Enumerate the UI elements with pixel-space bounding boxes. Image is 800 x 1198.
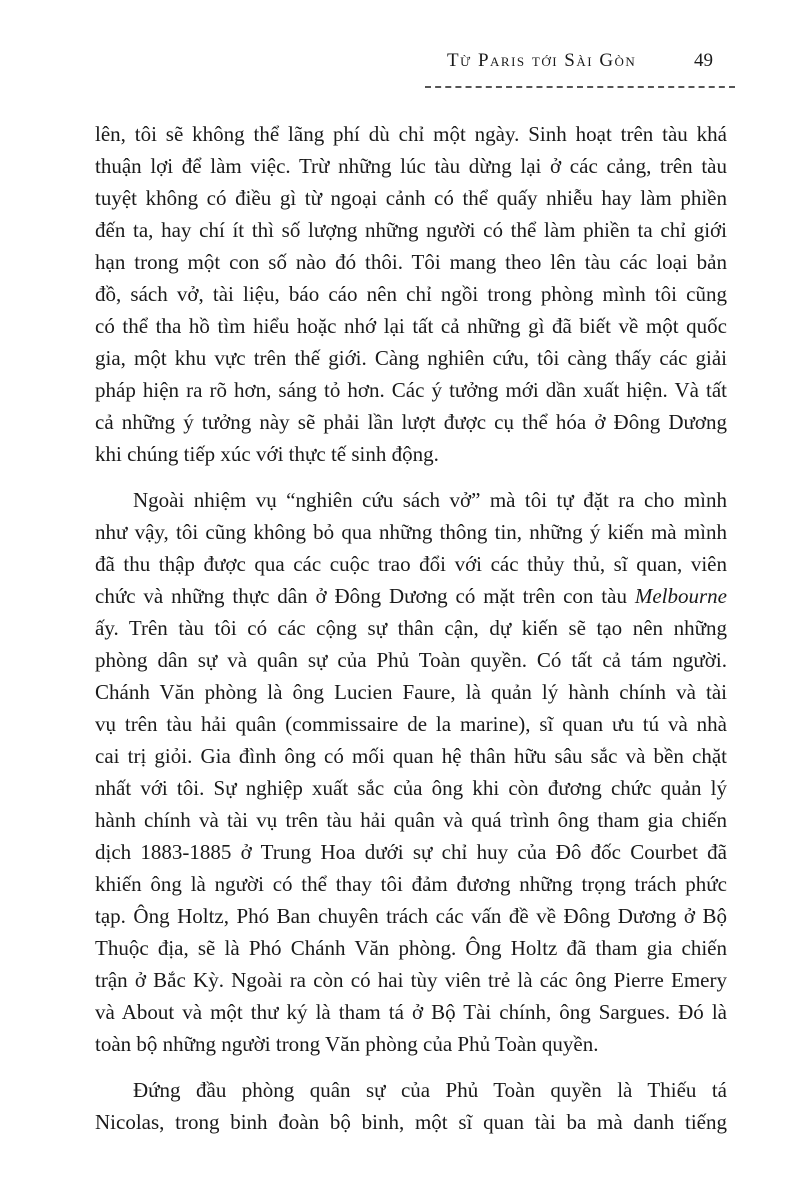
- text-line: nhất với tôi. Sự nghiệp xuất sắc của ông khi còn đương chức quản lý: [95, 776, 727, 800]
- text-line: cả những ý tưởng này sẽ phải lần lượt được cụ thể hóa ở Đông Dương: [95, 410, 727, 434]
- text-line: Nicolas, trong binh đoàn bộ binh, một sĩ quan tài ba mà danh tiếng: [95, 1110, 727, 1134]
- text-line: tạp. Ông Holtz, Phó Ban chuyên trách các vấn đề về Đông Dương ở Bộ: [95, 904, 727, 928]
- text-line: gia, một khu vực trên thế giới. Càng nghiên cứu, tôi càng thấy các giải: [95, 346, 727, 370]
- text-line: Đứng đầu phòng quân sự của Phủ Toàn quyền là Thiếu tá: [133, 1078, 727, 1102]
- text-line: hạn trong một con số nào đó thôi. Tôi mang theo lên tàu các loại bản: [95, 250, 727, 274]
- text-line: khi chúng tiếp xúc với thực tế sinh động.: [95, 442, 439, 466]
- text-line: dịch 1883-1885 ở Trung Hoa dưới sự chỉ huy của Đô đốc Courbet đã: [95, 840, 727, 864]
- text-line: cai trị giỏi. Gia đình ông có mối quan hệ thân hữu sâu sắc và bền chặt: [95, 744, 727, 768]
- text-line: tuyệt không có điều gì từ ngoại cảnh có thể quấy nhiễu hay làm phiền: [95, 186, 727, 210]
- text-line: có thể tha hồ tìm hiểu hoặc nhớ lại tất cả những gì đã biết về một quốc: [95, 314, 727, 338]
- text-line: hành chính và tài vụ trên tàu hải quân và quá trình ông tham gia chiến: [95, 808, 727, 832]
- text-line: Thuộc địa, sẽ là Phó Chánh Văn phòng. Ông Holtz đã tham gia chiến: [95, 936, 727, 960]
- text-line: trận ở Bắc Kỳ. Ngoài ra còn có hai tùy viên trẻ là các ông Pierre Emery: [95, 968, 727, 992]
- text-line: pháp hiện ra rõ hơn, sáng tỏ hơn. Các ý tưởng mới dần xuất hiện. Và tất: [95, 378, 727, 402]
- body-text: [95, 118, 727, 1138]
- text-line: phòng dân sự và quân sự của Phủ Toàn quyền. Có tất cả tám người.: [95, 648, 727, 672]
- page-number: 49: [694, 50, 713, 71]
- text-line: Ngoài nhiệm vụ “nghiên cứu sách vở” mà tôi tự đặt ra cho mình: [133, 488, 727, 512]
- text-line: thuận lợi để làm việc. Trừ những lúc tàu dừng lại ở các cảng, trên tàu: [95, 154, 727, 178]
- text-line: đồ, sách vở, tài liệu, báo cáo nên chỉ ngồi trong phòng mình tôi cũng: [95, 282, 727, 306]
- ship-name-italic: Melbourne: [634, 584, 728, 608]
- text-line: khiến ông là người có thể thay tôi đảm đương những trọng trách phức: [95, 872, 727, 896]
- text-line: đến ta, hay chí ít thì số lượng những người có thể làm phiền ta chỉ giới: [95, 218, 727, 242]
- text-line: đã thu thập được qua các cuộc trao đổi với các thủy thủ, sĩ quan, viên: [95, 552, 727, 576]
- text-line: và About và một thư ký là tham tá ở Bộ Tài chính, ông Sargues. Đó là: [95, 1000, 727, 1024]
- text-line: vụ trên tàu hải quân (commissaire de la marine), sĩ quan ưu tú và nhà: [95, 712, 727, 736]
- text-line: như vậy, tôi cũng không bỏ qua những thông tin, những ý kiến mà mình: [95, 520, 727, 544]
- text-line-segment: chức và những thực dân ở Đông Dương có mặt trên con tàu: [95, 584, 627, 608]
- running-title: Từ Paris tới Sài Gòn: [447, 50, 637, 71]
- running-header: [425, 46, 735, 88]
- text-line: ấy. Trên tàu tôi có các cộng sự thân cận, dự kiến sẽ tạo nên những: [95, 616, 727, 640]
- text-line: Chánh Văn phòng là ông Lucien Faure, là quản lý hành chính và tài: [95, 680, 727, 704]
- text-line: toàn bộ những người trong Văn phòng của Phủ Toàn quyền.: [95, 1032, 599, 1056]
- text-line-with-italic: [95, 580, 727, 612]
- text-line: lên, tôi sẽ không thể lãng phí dù chỉ một ngày. Sinh hoạt trên tàu khá: [95, 122, 727, 146]
